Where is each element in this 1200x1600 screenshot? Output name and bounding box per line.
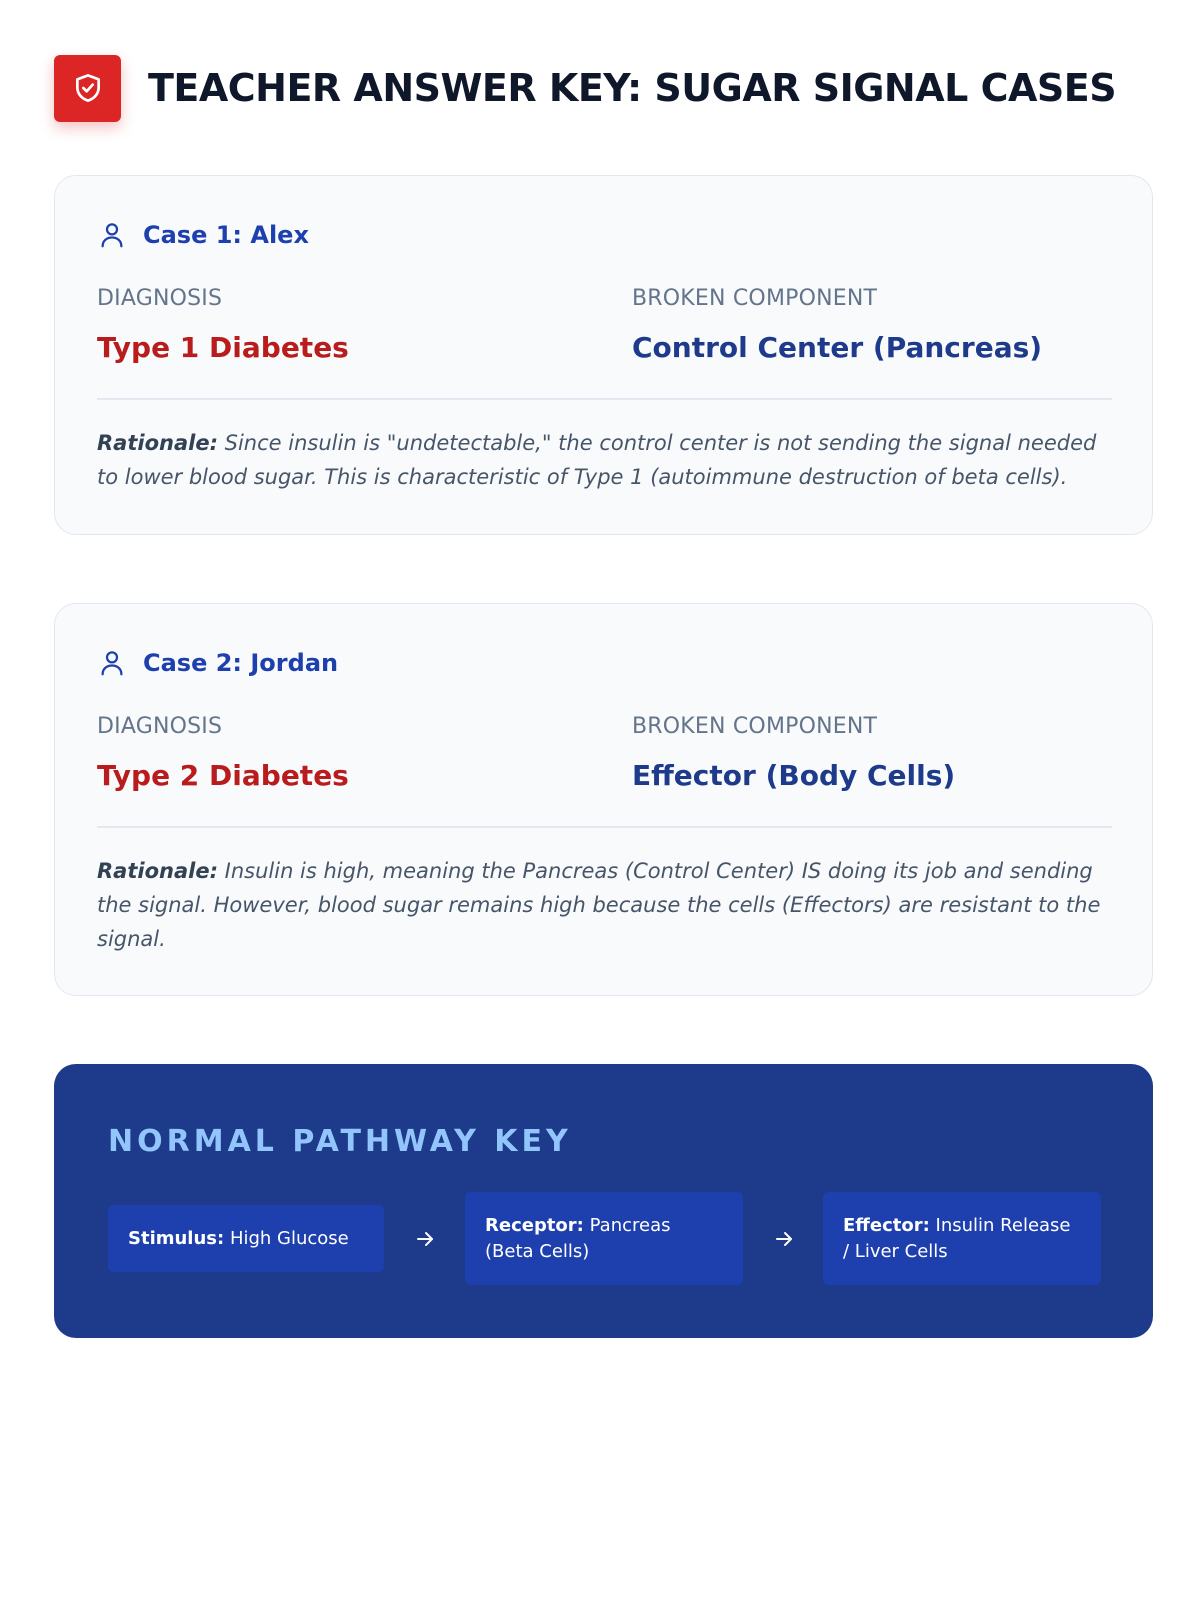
pathway-step-receptor: [465, 1192, 743, 1285]
divider: [97, 826, 1112, 828]
broken-component-label: BROKEN COMPONENT: [632, 714, 878, 739]
case-header: [97, 648, 338, 678]
page-title: TEACHER ANSWER KEY: SUGAR SIGNAL CASES: [148, 66, 1117, 110]
rationale-body: Since insulin is "undetectable," the control center is not sending the signal needed to lower blood sugar. This is characteristic of Type 1 (autoimmune destruction of beta cells).: [97, 431, 1097, 489]
divider: [97, 398, 1112, 400]
case-title: Case 2: Jordan: [143, 649, 339, 677]
case-findings: [97, 714, 1112, 804]
rationale-text: [97, 854, 1112, 956]
diagnosis-value: Type 2 Diabetes: [97, 759, 349, 792]
normal-pathway-panel: [54, 1064, 1153, 1338]
rationale-text: [97, 426, 1112, 494]
diagnosis-column: [97, 286, 349, 364]
step-label: Receptor:: [485, 1214, 584, 1236]
diagnosis-column: [97, 714, 349, 792]
diagnosis-value: Type 1 Diabetes: [97, 331, 349, 364]
step-label: Stimulus:: [128, 1227, 225, 1249]
case-card-alex: [54, 175, 1153, 535]
pathway-step-effector: [823, 1192, 1101, 1285]
case-title: Case 1: Alex: [143, 221, 309, 249]
case-findings: [97, 286, 1112, 376]
pathway-step-stimulus: [108, 1205, 384, 1272]
broken-component-column: [632, 286, 1042, 364]
case-card-jordan: [54, 603, 1153, 996]
pathway-title: NORMAL PATHWAY KEY: [108, 1124, 572, 1159]
broken-component-value: Effector (Body Cells): [632, 759, 956, 792]
arrow-right-icon: [413, 1227, 437, 1251]
person-icon: [97, 648, 127, 678]
rationale-label: Rationale:: [97, 859, 218, 883]
rationale-body: Insulin is high, meaning the Pancreas (Control Center) IS doing its job and sending the signal. However, blood sugar remains high because the cells (Effectors) are resistant to the signal.: [97, 859, 1101, 951]
step-text: High Glucose: [224, 1227, 349, 1249]
broken-component-value: Control Center (Pancreas): [632, 331, 1043, 364]
rationale-label: Rationale:: [97, 431, 218, 455]
shield-check-icon: [72, 72, 104, 104]
person-icon: [97, 220, 127, 250]
page-header: [54, 54, 1116, 122]
header-badge: [54, 55, 121, 122]
broken-component-label: BROKEN COMPONENT: [632, 286, 878, 311]
step-text: Insulin Release / Liver Cells: [843, 1214, 1071, 1262]
diagnosis-label: DIAGNOSIS: [97, 286, 223, 311]
diagnosis-label: DIAGNOSIS: [97, 714, 223, 739]
case-header: [97, 220, 309, 250]
arrow-right-icon: [772, 1227, 796, 1251]
broken-component-column: [632, 714, 955, 792]
step-label: Effector:: [843, 1214, 930, 1236]
step-text: Pancreas (Beta Cells): [485, 1214, 671, 1262]
